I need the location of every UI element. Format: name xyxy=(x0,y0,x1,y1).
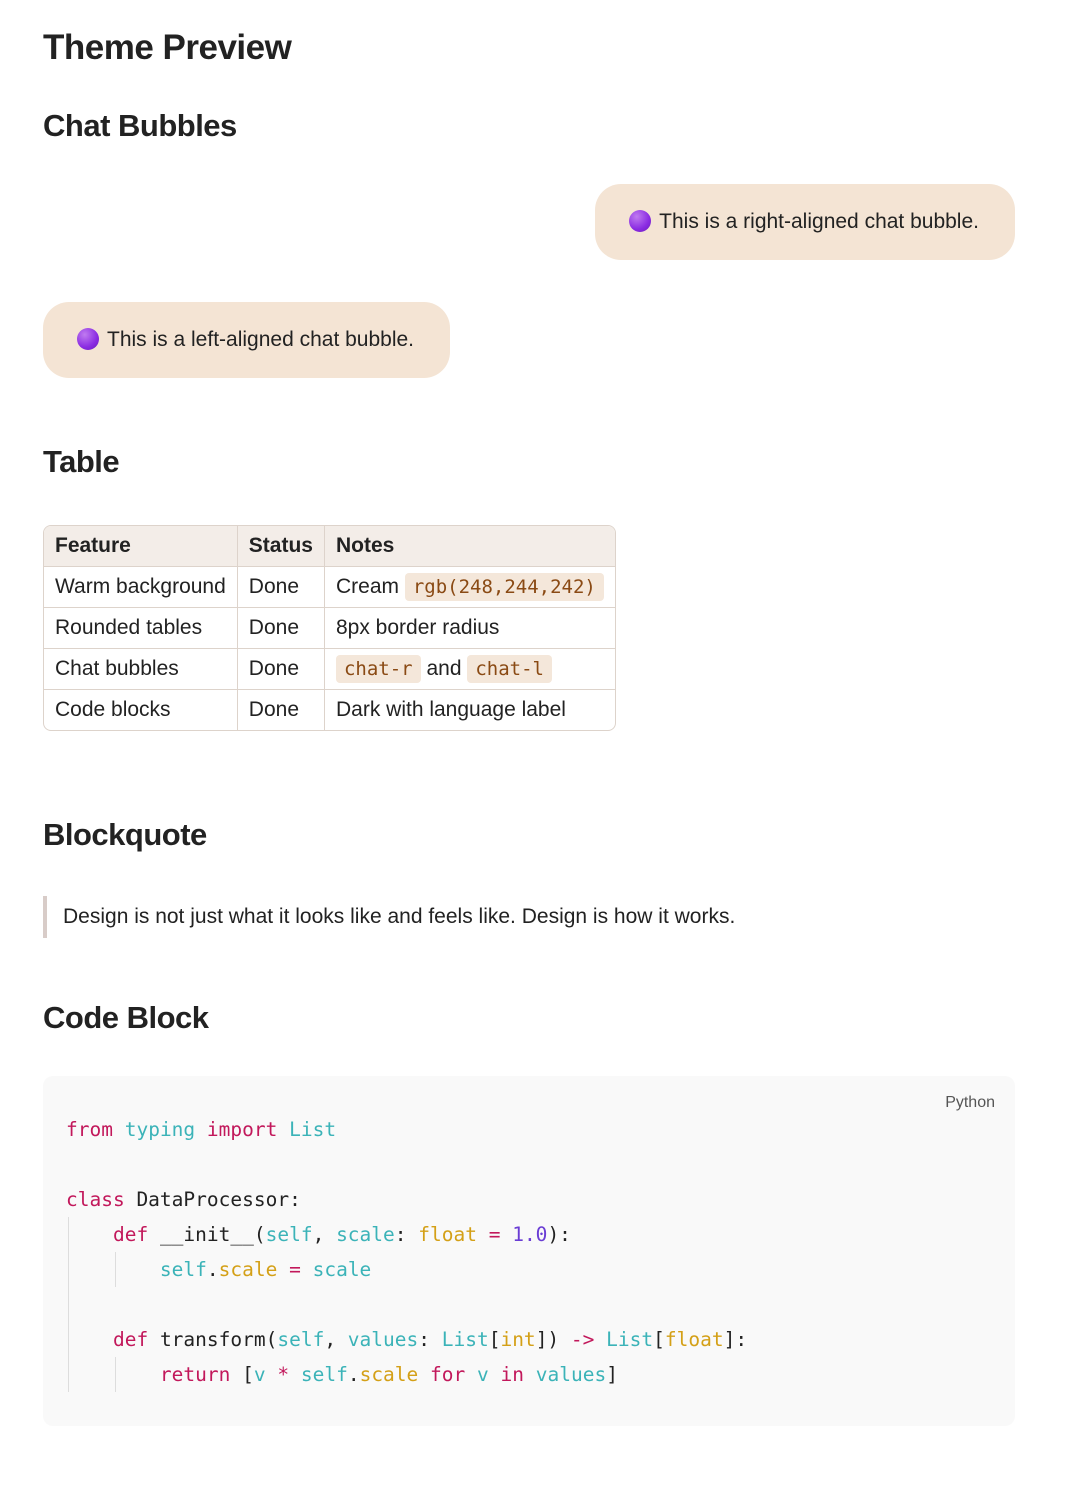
notes-cell: 8px border radius xyxy=(325,608,615,649)
code-token: float xyxy=(418,1223,477,1246)
code-token xyxy=(277,1118,289,1141)
notes-cell xyxy=(325,649,615,690)
code-token: self xyxy=(159,1258,207,1281)
code-token: [ xyxy=(230,1363,254,1386)
code-token: List xyxy=(441,1328,489,1351)
code-token: float xyxy=(664,1328,724,1351)
status-cell: Done xyxy=(238,567,325,608)
code-token: : xyxy=(418,1328,442,1351)
code-token: DataProcessor: xyxy=(124,1188,301,1211)
code-token xyxy=(524,1363,536,1386)
code-token xyxy=(301,1258,313,1281)
status-cell: Done xyxy=(238,690,325,730)
feature-cell: Rounded tables xyxy=(44,608,238,649)
code-token: for xyxy=(430,1363,466,1386)
chat-row-right xyxy=(43,184,1015,260)
code-token: * xyxy=(277,1363,290,1386)
code-token: -> xyxy=(570,1328,595,1351)
column-header-status: Status xyxy=(238,526,325,567)
table-heading: Table xyxy=(43,444,120,479)
code-line xyxy=(66,1217,993,1252)
code-block xyxy=(43,1076,1015,1426)
code-token: return xyxy=(159,1363,231,1386)
code-token: self xyxy=(277,1328,325,1351)
feature-table xyxy=(43,525,616,731)
chat-row-left xyxy=(43,302,1015,378)
chat-bubble-left-text: This is a left-aligned chat bubble. xyxy=(107,328,415,351)
page-title: Theme Preview xyxy=(43,28,292,67)
notes-text: and xyxy=(420,657,468,680)
indent-guide xyxy=(68,1322,69,1357)
chat-bubbles-heading: Chat Bubbles xyxy=(43,108,237,143)
code-token: v xyxy=(253,1363,266,1386)
code-token xyxy=(66,1223,113,1246)
code-token xyxy=(66,1328,113,1351)
code-token: ]) xyxy=(535,1328,571,1351)
feature-cell: Warm background xyxy=(44,567,238,608)
inline-code: rgb(248,244,242) xyxy=(405,573,604,601)
purple-circle-icon xyxy=(77,328,99,350)
code-token xyxy=(113,1118,125,1141)
code-token xyxy=(418,1363,430,1386)
code-token xyxy=(195,1118,207,1141)
code-token: scale xyxy=(218,1258,278,1281)
code-token: ]: xyxy=(723,1328,748,1351)
notes-text: Cream xyxy=(335,575,405,598)
chat-bubble-right-text: This is a right-aligned chat bubble. xyxy=(659,210,979,233)
indent-guide xyxy=(68,1252,69,1287)
code-line xyxy=(66,1252,993,1287)
code-block-heading: Code Block xyxy=(43,1000,209,1035)
code-token: self xyxy=(300,1363,348,1386)
code-token: int xyxy=(500,1328,536,1351)
column-header-notes: Notes xyxy=(325,526,615,567)
code-token xyxy=(594,1328,606,1351)
code-token: [ xyxy=(653,1328,665,1351)
indent-guide xyxy=(68,1287,69,1322)
code-token xyxy=(66,1363,160,1386)
code-token xyxy=(500,1223,512,1246)
blockquote: Design is not just what it looks like and feels like. Design is how it works. xyxy=(43,896,1015,938)
indent-guide xyxy=(68,1357,69,1392)
code-line xyxy=(66,1357,993,1392)
code-token xyxy=(289,1363,301,1386)
code-token: ): xyxy=(547,1223,571,1246)
code-token: , xyxy=(312,1223,337,1246)
code-token xyxy=(66,1258,160,1281)
code-token: scale xyxy=(359,1363,419,1386)
code-line xyxy=(66,1287,993,1322)
table-row xyxy=(44,690,615,730)
code-token: typing xyxy=(124,1118,196,1141)
code-token xyxy=(489,1363,501,1386)
code-line xyxy=(66,1147,993,1182)
code-token: def xyxy=(112,1328,149,1351)
code-token: [ xyxy=(488,1328,501,1351)
code-token: in xyxy=(500,1363,524,1386)
table-row xyxy=(44,608,615,649)
code-content xyxy=(66,1112,993,1392)
code-token: values xyxy=(535,1363,607,1386)
feature-cell: Chat bubbles xyxy=(44,649,238,690)
chat-bubble-left xyxy=(43,302,450,378)
code-token: scale xyxy=(312,1258,372,1281)
table-row xyxy=(44,649,615,690)
code-token: v xyxy=(477,1363,489,1386)
status-cell: Done xyxy=(238,649,325,690)
feature-cell: Code blocks xyxy=(44,690,238,730)
code-token xyxy=(277,1258,289,1281)
code-token xyxy=(465,1363,477,1386)
code-line xyxy=(66,1182,993,1217)
inline-code: chat-r xyxy=(336,655,421,683)
code-token: class xyxy=(66,1188,125,1211)
code-token: __init__( xyxy=(148,1223,266,1246)
code-token: self xyxy=(265,1223,313,1246)
code-token xyxy=(477,1223,489,1246)
code-token: ] xyxy=(606,1363,618,1386)
indent-guide xyxy=(115,1252,116,1287)
code-line xyxy=(66,1112,993,1147)
code-token: transform( xyxy=(148,1328,278,1351)
code-token xyxy=(266,1363,278,1386)
chat-bubble-right xyxy=(595,184,1015,260)
code-token: . xyxy=(347,1363,360,1386)
purple-circle-icon xyxy=(629,210,651,232)
indent-guide xyxy=(68,1217,69,1252)
notes-cell xyxy=(325,567,615,608)
indent-guide xyxy=(115,1357,116,1392)
code-token: . xyxy=(206,1258,219,1281)
column-header-feature: Feature xyxy=(44,526,238,567)
code-token: def xyxy=(112,1223,149,1246)
code-line xyxy=(66,1322,993,1357)
code-token: 1.0 xyxy=(512,1223,548,1246)
code-language-label: Python xyxy=(945,1094,995,1111)
code-token: = xyxy=(289,1258,301,1281)
table-row xyxy=(44,567,615,608)
code-token: from xyxy=(66,1118,113,1141)
code-token: import xyxy=(206,1118,278,1141)
code-token: List xyxy=(606,1328,654,1351)
inline-code: chat-l xyxy=(467,655,552,683)
code-token: = xyxy=(488,1223,501,1246)
table-header-row xyxy=(44,526,615,567)
blockquote-heading: Blockquote xyxy=(43,817,207,852)
code-token: scale xyxy=(336,1223,395,1246)
notes-cell: Dark with language label xyxy=(335,698,566,721)
code-token: values xyxy=(347,1328,419,1351)
code-token: List xyxy=(289,1118,337,1141)
status-cell: Done xyxy=(238,608,325,649)
code-token: : xyxy=(394,1223,419,1246)
code-token: , xyxy=(324,1328,348,1351)
